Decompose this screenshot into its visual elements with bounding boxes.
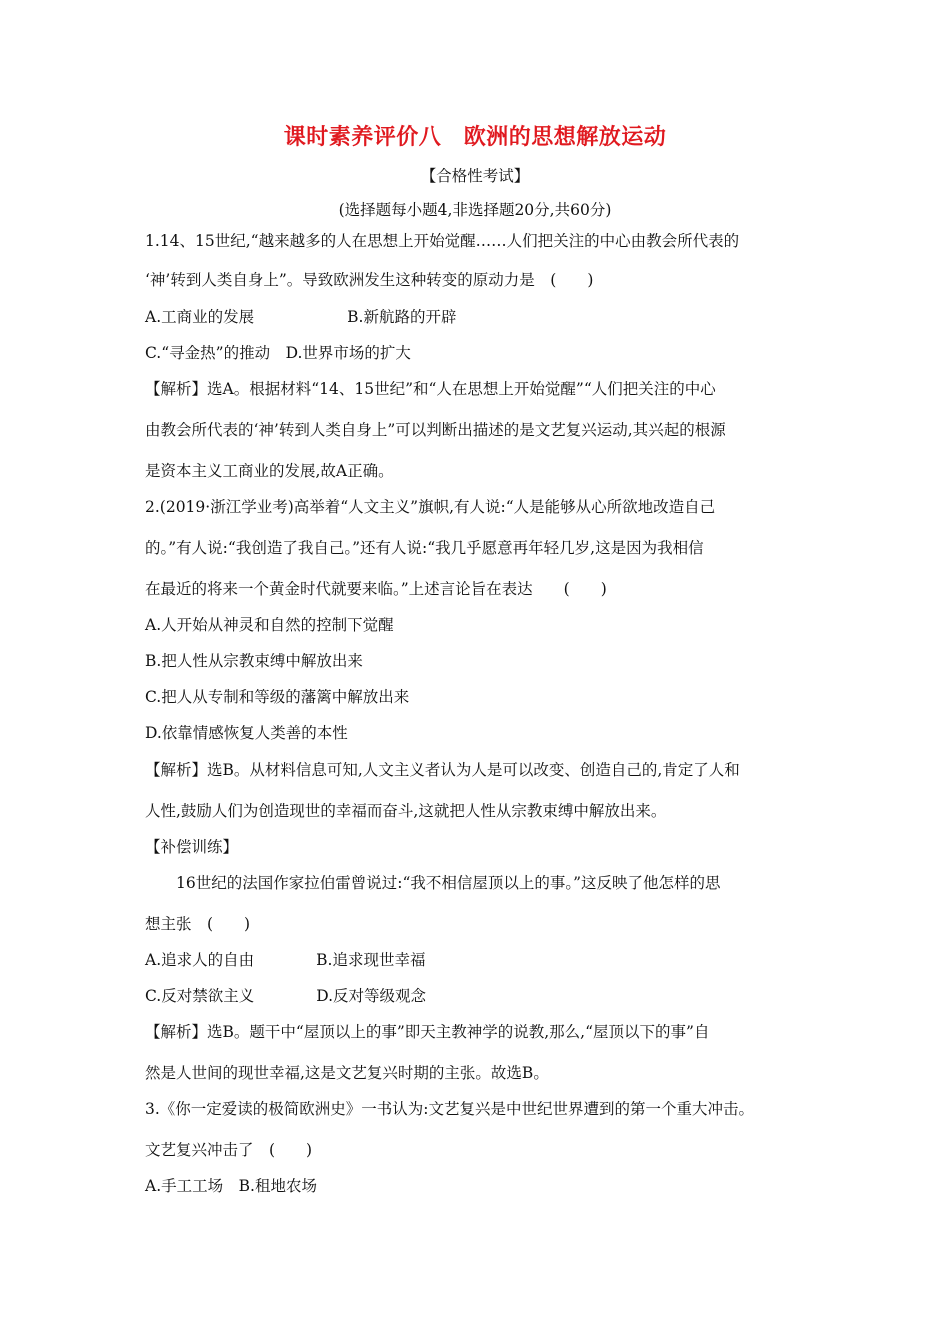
supplement-heading: 【补偿训练】 (145, 838, 239, 856)
q1-analysis-line: 是资本主义工商业的发展,故A正确。 (145, 462, 394, 480)
q2-stem-line: 在最近的将来一个黄金时代就要来临。”上述言论旨在表达 ( ) (145, 580, 607, 598)
score-note: (选择题每小题4,非选择题20分,共60分) (338, 201, 612, 219)
q3-stem-line: 文艺复兴冲击了 ( ) (145, 1141, 313, 1159)
q1-options-cd: C.“寻金热”的推动 D.世界市场的扩大 (145, 344, 411, 362)
q2-option-d: D.依靠情感恢复人类善的本性 (145, 724, 348, 742)
q2-stem-line: 2.(2019·浙江学业考)高举着“人文主义”旗帜,有人说:“人是能够从心所欲地改造自己 (145, 498, 716, 516)
supplement-stem-line: 16世纪的法国作家拉伯雷曾说过:“我不相信屋顶以上的事。”这反映了他怎样的思 (145, 874, 721, 892)
supplement-options-ab: A.追求人的自由 B.追求现世幸福 (145, 951, 426, 969)
q1-stem-line: 1.14、15世纪,“越来越多的人在思想上开始觉醒……人们把关注的中心由教会所代表的 (145, 232, 740, 250)
q3-stem-line: 3.《你一定爱读的极简欧洲史》一书认为:文艺复兴是中世纪世界遭到的第一个重大冲击。 (145, 1100, 755, 1118)
q1-analysis-line: 【解析】选A。根据材料“14、15世纪”和“人在思想上开始觉醒”“人们把关注的中心 (145, 380, 716, 398)
q1-stem-line: ‘神’转到人类自身上”。导致欧洲发生这种转变的原动力是 ( ) (145, 271, 594, 289)
q1-analysis-line: 由教会所代表的‘神’转到人类自身上”可以判断出描述的是文艺复兴运动,其兴起的根源 (145, 421, 726, 439)
page-title: 课时素养评价八 欧洲的思想解放运动 (283, 124, 667, 150)
q2-stem-line: 的。”有人说:“我创造了我自己。”还有人说:“我几乎愿意再年轻几岁,这是因为我相信 (145, 539, 704, 557)
q1-options-ab: A.工商业的发展 B.新航路的开辟 (145, 308, 457, 326)
supplement-options-cd: C.反对禁欲主义 D.反对等级观念 (145, 987, 427, 1005)
q3-options-ab: A.手工工场 B.租地农场 (145, 1177, 317, 1195)
q2-option-b: B.把人性从宗教束缚中解放出来 (145, 652, 363, 670)
q2-option-c: C.把人从专制和等级的藩篱中解放出来 (145, 688, 410, 706)
q2-option-a: A.人开始从神灵和自然的控制下觉醒 (145, 616, 394, 634)
q2-analysis-line: 【解析】选B。从材料信息可知,人文主义者认为人是可以改变、创造自己的,肯定了人和 (145, 761, 740, 779)
q2-analysis-line: 人性,鼓励人们为创造现世的幸福而奋斗,这就把人性从宗教束缚中解放出来。 (145, 802, 667, 820)
supplement-stem-line: 想主张 ( ) (145, 915, 251, 933)
supplement-analysis-line: 【解析】选B。题干中“屋顶以上的事”即天主教神学的说教,那么,“屋顶以下的事”自 (145, 1023, 710, 1041)
supplement-analysis-line: 然是人世间的现世幸福,这是文艺复兴时期的主张。故选B。 (145, 1064, 549, 1082)
exam-label: 【合格性考试】 (420, 167, 530, 185)
